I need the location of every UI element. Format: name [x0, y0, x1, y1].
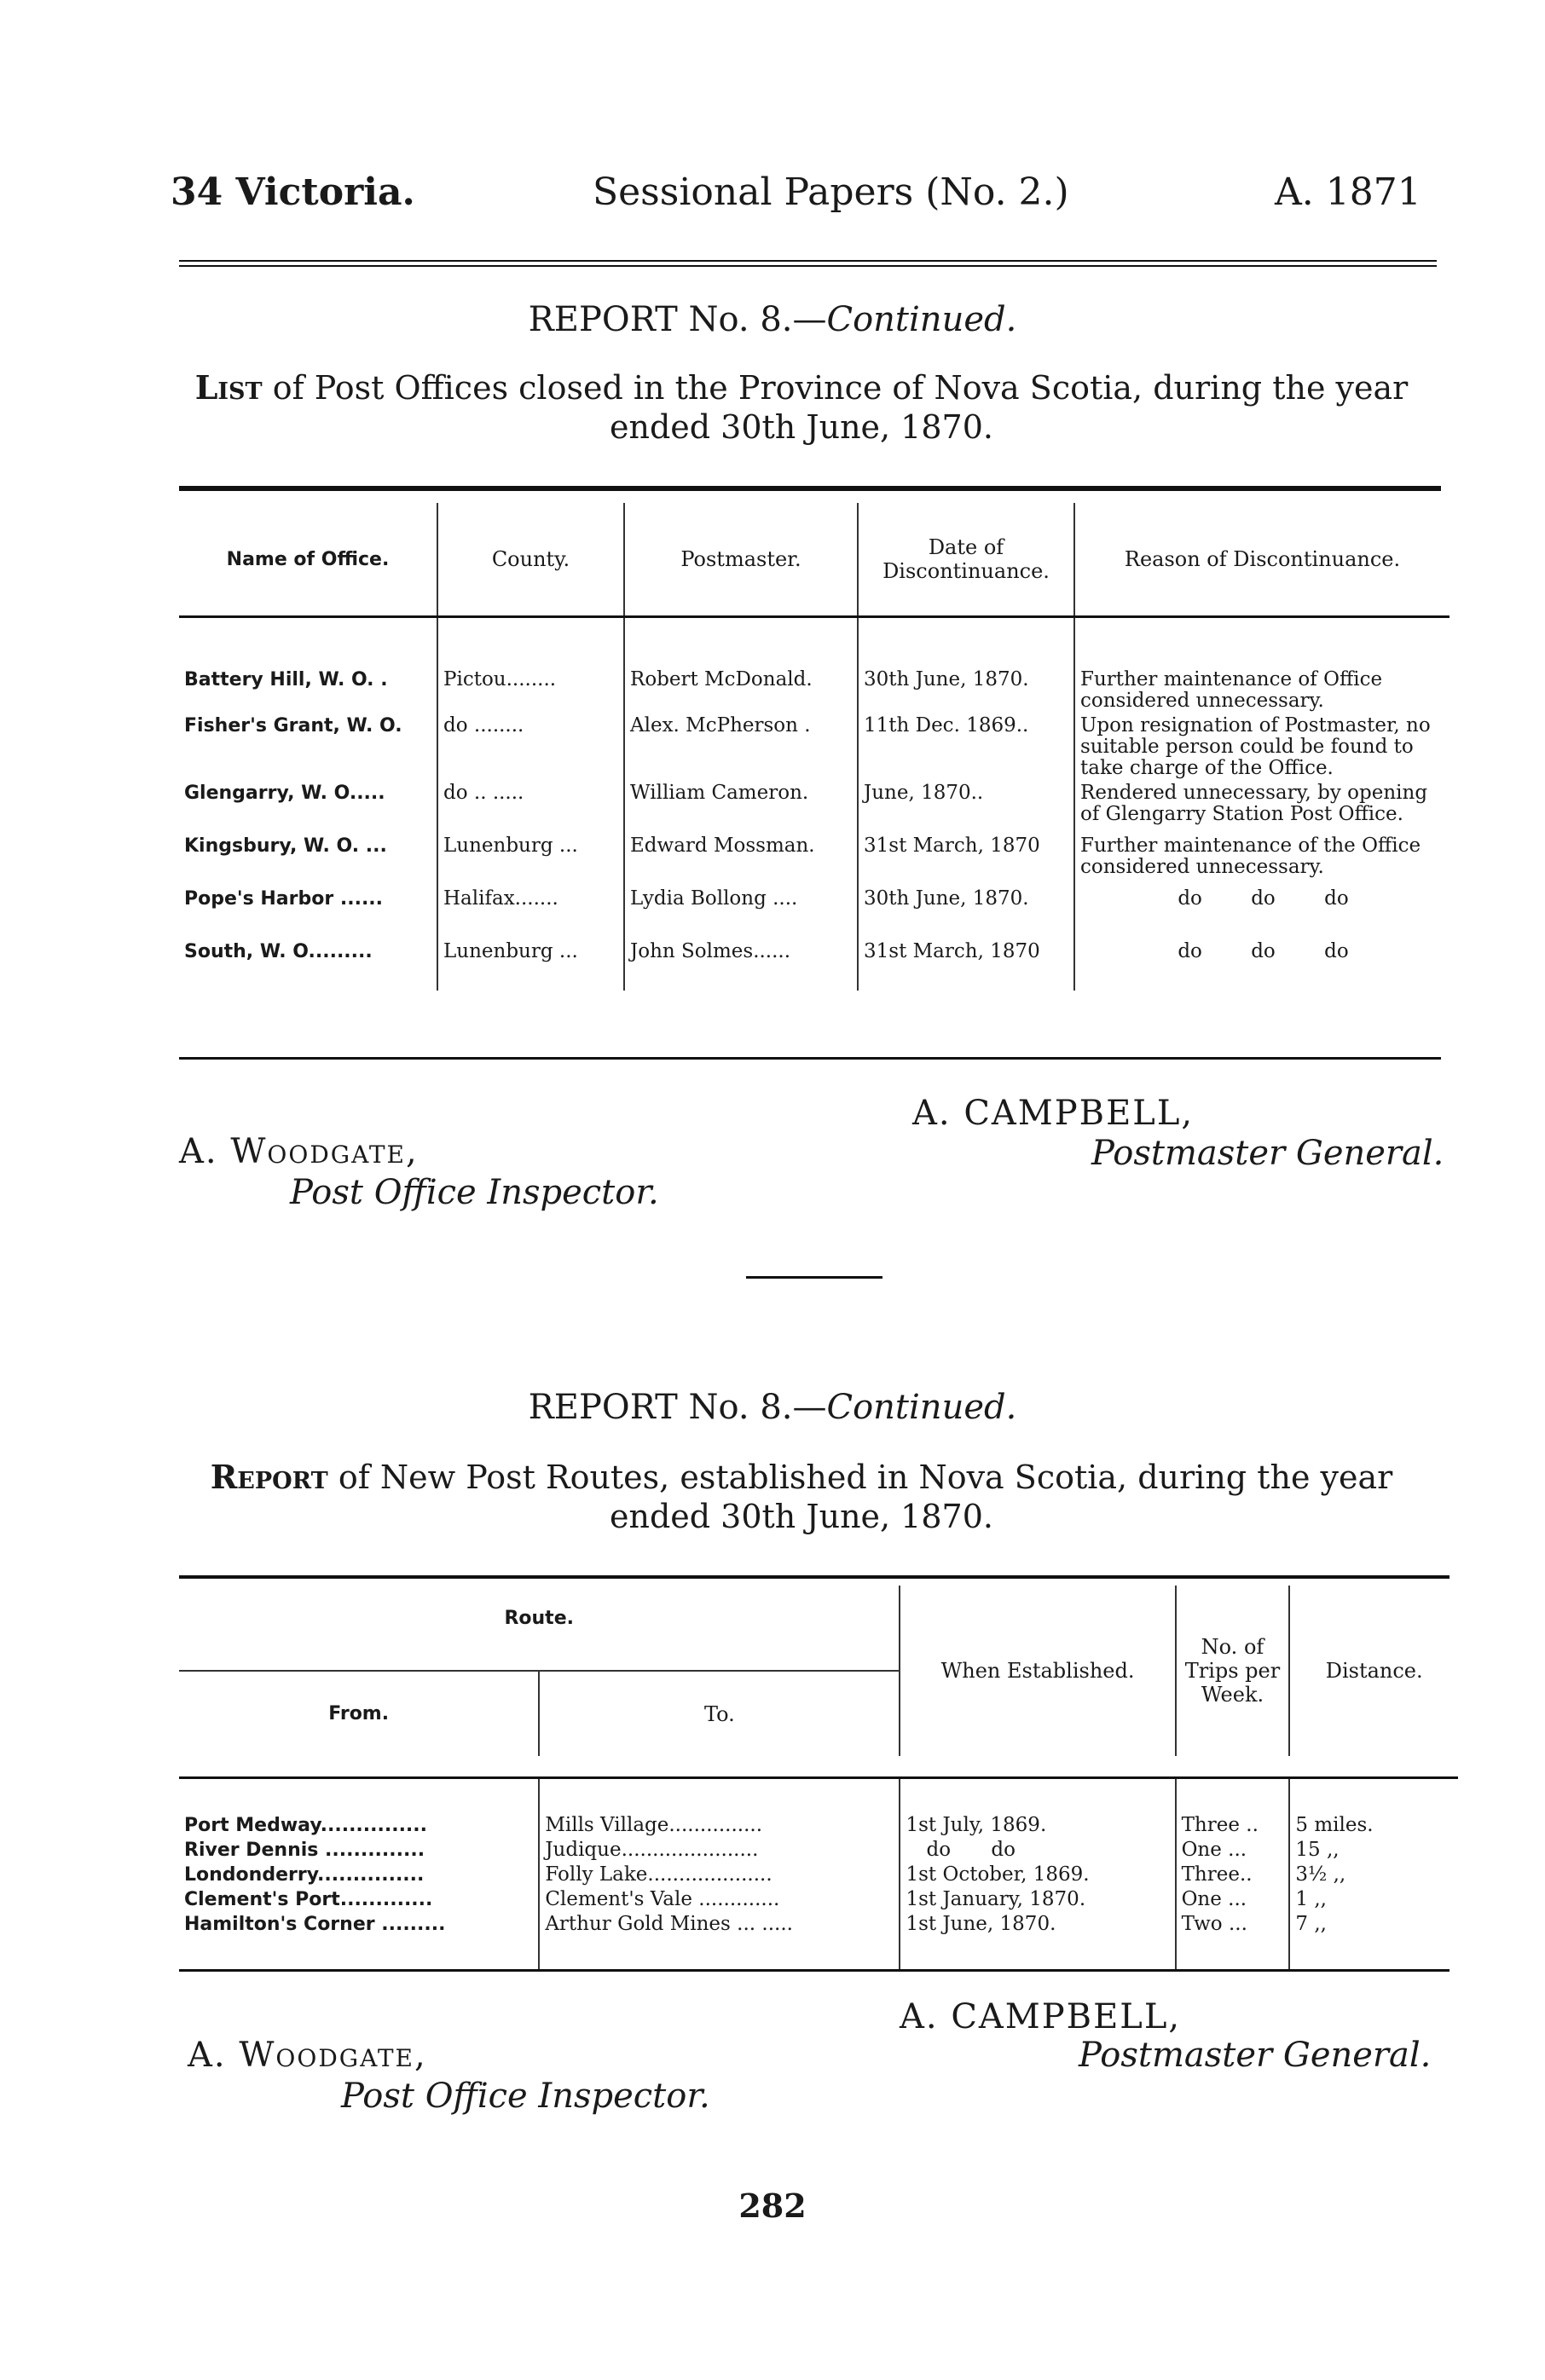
header-rule-bottom: [179, 265, 1437, 267]
section1-title: REPORT No. 8.—Continued.: [528, 300, 1017, 339]
route-to: Clement's Vale .............: [539, 1887, 900, 1912]
section2-intro: Report of New Post Routes, established in Nova Scotia, during the year ended 30th June, 1870.: [210, 1458, 1393, 1535]
table-row: [179, 885, 1450, 938]
date: 30th June, 1870.: [858, 617, 1074, 713]
office-name: Battery Hill, W. O. .: [184, 669, 388, 690]
table-row: [179, 1912, 1458, 1971]
table-row: [179, 617, 1450, 713]
col-reason: Reason of Discontinuance.: [1074, 503, 1450, 617]
when-established: 1st October, 1869.: [900, 1863, 1175, 1887]
signature-campbell: A. CAMPBELL,: [912, 1094, 1195, 1133]
distance: 7 ,,: [1289, 1912, 1458, 1971]
postmaster: Lydia Bollong ....: [624, 885, 858, 938]
distance: 3½ ,,: [1289, 1863, 1458, 1887]
section-divider: [746, 1276, 882, 1279]
trips: Two ...: [1176, 1912, 1290, 1971]
county: Lunenburg ...: [437, 938, 624, 991]
table-row: [179, 1887, 1458, 1912]
route-from: Port Medway...............: [184, 1815, 428, 1836]
date: 11th Dec. 1869..: [858, 712, 1074, 779]
col-date-of-discontinuance: Date of Discontinuance.: [858, 503, 1074, 617]
trips: Three ..: [1176, 1778, 1290, 1839]
when-established: 1st June, 1870.: [900, 1912, 1175, 1971]
postmaster: Alex. McPherson .: [624, 712, 858, 779]
reason: Further maintenance of Office considered unnecessary.: [1074, 617, 1450, 713]
col-trips-per-week: No. of Trips per Week.: [1176, 1586, 1290, 1756]
county: do ........: [437, 712, 624, 779]
page-number: 282: [738, 2186, 807, 2225]
table1-bottom-rule: [179, 1057, 1441, 1060]
table-row: [179, 938, 1450, 991]
office-name: Fisher's Grant, W. O.: [184, 715, 402, 737]
section2-title: REPORT No. 8.—Continued.: [528, 1388, 1017, 1427]
signature-woodgate-title: Post Office Inspector.: [290, 1173, 659, 1212]
col-to: To.: [539, 1671, 900, 1756]
date: 31st March, 1870: [858, 832, 1074, 885]
route-to: Mills Village...............: [539, 1778, 900, 1839]
table-row: [179, 712, 1450, 779]
col-group-route: Route.: [179, 1586, 900, 1671]
header-rule-top: [179, 260, 1437, 262]
distance: 15 ,,: [1289, 1838, 1458, 1863]
reason: Upon resignation of Postmaster, no suitable person could be found to take charge of the Office.: [1074, 712, 1450, 779]
route-from: River Dennis ..............: [184, 1840, 425, 1861]
signature-woodgate: A. Woodgate,: [179, 1132, 419, 1171]
office-name: Glengarry, W. O.....: [184, 783, 385, 804]
office-name: South, W. O.........: [184, 941, 373, 962]
office-name: Pope's Harbor ......: [184, 888, 384, 910]
route-to: Judique......................: [539, 1838, 900, 1863]
section1-intro: List of Post Offices closed in the Province of Nova Scotia, during the year ended 30th June, 1870.: [194, 368, 1409, 446]
table-row: [179, 832, 1450, 885]
signature-campbell: A. CAMPBELL,: [900, 1997, 1182, 2036]
postmaster: William Cameron.: [624, 779, 858, 832]
county: do .. .....: [437, 779, 624, 832]
signature-woodgate-title: Post Office Inspector.: [341, 2077, 710, 2116]
county: Lunenburg ...: [437, 832, 624, 885]
trips: One ...: [1176, 1887, 1290, 1912]
col-postmaster: Postmaster.: [624, 503, 858, 617]
route-from: Londonderry...............: [184, 1864, 425, 1886]
running-header-left: 34 Victoria.: [171, 170, 415, 214]
signature-woodgate: A. Woodgate,: [188, 2036, 427, 2075]
table2-bottom-rule: [179, 1969, 1450, 1972]
when-established: do do: [900, 1838, 1175, 1863]
when-established: 1st January, 1870.: [900, 1887, 1175, 1912]
signature-campbell-title: Postmaster General.: [1091, 1134, 1444, 1173]
county: Pictou........: [437, 617, 624, 713]
postmaster: Robert McDonald.: [624, 617, 858, 713]
office-name: Kingsbury, W. O. ...: [184, 835, 387, 857]
col-from: From.: [328, 1703, 390, 1724]
table1-top-rule: [179, 486, 1441, 491]
trips: One ...: [1176, 1838, 1290, 1863]
closed-offices-table: [179, 503, 1450, 991]
table-row: [179, 1863, 1458, 1887]
running-header-center: Sessional Papers (No. 2.): [593, 170, 1069, 214]
col-county: County.: [437, 503, 624, 617]
table-row: [179, 1778, 1458, 1839]
table2-top-rule: [179, 1575, 1450, 1579]
reason: do do do: [1074, 885, 1450, 938]
distance: 1 ,,: [1289, 1887, 1458, 1912]
col-name-of-office: Name of Office.: [179, 503, 437, 617]
county: Halifax.......: [437, 885, 624, 938]
route-from: Clement's Port.............: [184, 1889, 433, 1910]
postmaster: Edward Mossman.: [624, 832, 858, 885]
date: June, 1870..: [858, 779, 1074, 832]
reason: Rendered unnecessary, by opening of Glengarry Station Post Office.: [1074, 779, 1450, 832]
trips: Three..: [1176, 1863, 1290, 1887]
running-header-right: A. 1871: [1275, 170, 1421, 214]
signature-campbell-title: Postmaster General.: [1079, 2036, 1432, 2075]
table-row: [179, 779, 1450, 832]
route-from: Hamilton's Corner .........: [184, 1914, 446, 1935]
when-established: 1st July, 1869.: [900, 1778, 1175, 1839]
col-distance: Distance.: [1289, 1586, 1458, 1756]
new-routes-table: [179, 1586, 1458, 1971]
date: 30th June, 1870.: [858, 885, 1074, 938]
postmaster: John Solmes......: [624, 938, 858, 991]
reason: do do do: [1074, 938, 1450, 991]
route-to: Arthur Gold Mines ... .....: [539, 1912, 900, 1971]
distance: 5 miles.: [1289, 1778, 1458, 1839]
date: 31st March, 1870: [858, 938, 1074, 991]
reason: Further maintenance of the Office considered unnecessary.: [1074, 832, 1450, 885]
route-to: Folly Lake....................: [539, 1863, 900, 1887]
table-row: [179, 1838, 1458, 1863]
col-when-established: When Established.: [900, 1586, 1175, 1756]
